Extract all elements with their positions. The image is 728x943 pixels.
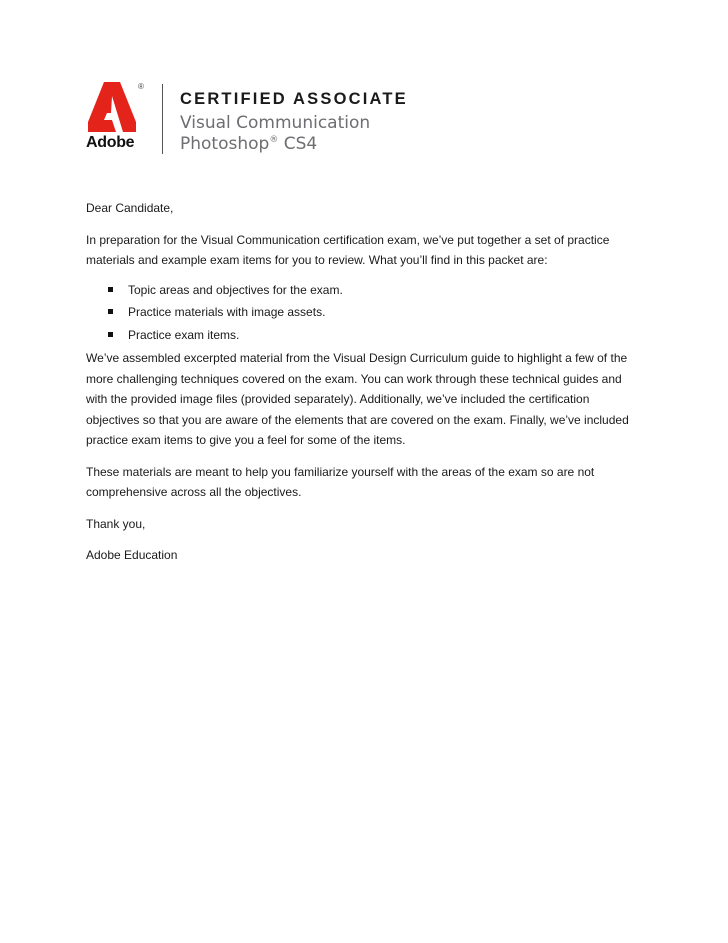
list-item [86,279,646,302]
certification-track: Visual Communication [180,113,371,133]
header-divider [162,84,163,154]
product-registered-mark: ® [269,135,279,145]
adobe-logo [86,82,148,154]
closing: Thank you, [86,516,146,531]
product-version: CS4 [278,134,318,154]
list-item [86,301,646,324]
list-item-text: Practice materials with image assets. [128,305,326,319]
bullet-icon [108,332,113,337]
bullet-icon [108,287,113,292]
adobe-logo-mark-icon [88,82,136,132]
certification-product [180,134,317,154]
list-item [86,324,646,347]
purpose-paragraph: These materials are meant to help you familiarize yourself with the areas of the exam so are not comprehensive across all the objectives. [86,464,595,499]
list-item-text: Practice exam items. [128,327,240,342]
letter-body [86,198,646,577]
list-item-text: Topic areas and objectives for the exam. [128,282,343,297]
materials-paragraph: We’ve assembled excerpted material from the Visual Design Curriculum guide to highlight a few of the more challenging techniques covered on the exam. You can work through these technical guides and with the provided image files (provided separately). Additionally, we’ve included the certification objectives so that you are aware of the elements that are covered on the exam. Finally, we’ve included practice exam items to give you a feel for some of the items. [86,351,629,447]
certification-title: CERTIFIED ASSOCIATE [180,90,408,108]
registered-mark: ® [138,82,144,91]
product-name: Photoshop [180,134,270,154]
intro-paragraph: In preparation for the Visual Communication certification exam, we’ve put together a set of practice materials and example exam items for you to review. What you’ll find in this packet are: [86,232,610,267]
bullet-icon [108,309,113,314]
packet-contents-list [86,279,646,347]
signature: Adobe Education [86,548,178,562]
salutation: Dear Candidate, [86,201,174,215]
adobe-logo-wordmark: Adobe [86,134,135,151]
